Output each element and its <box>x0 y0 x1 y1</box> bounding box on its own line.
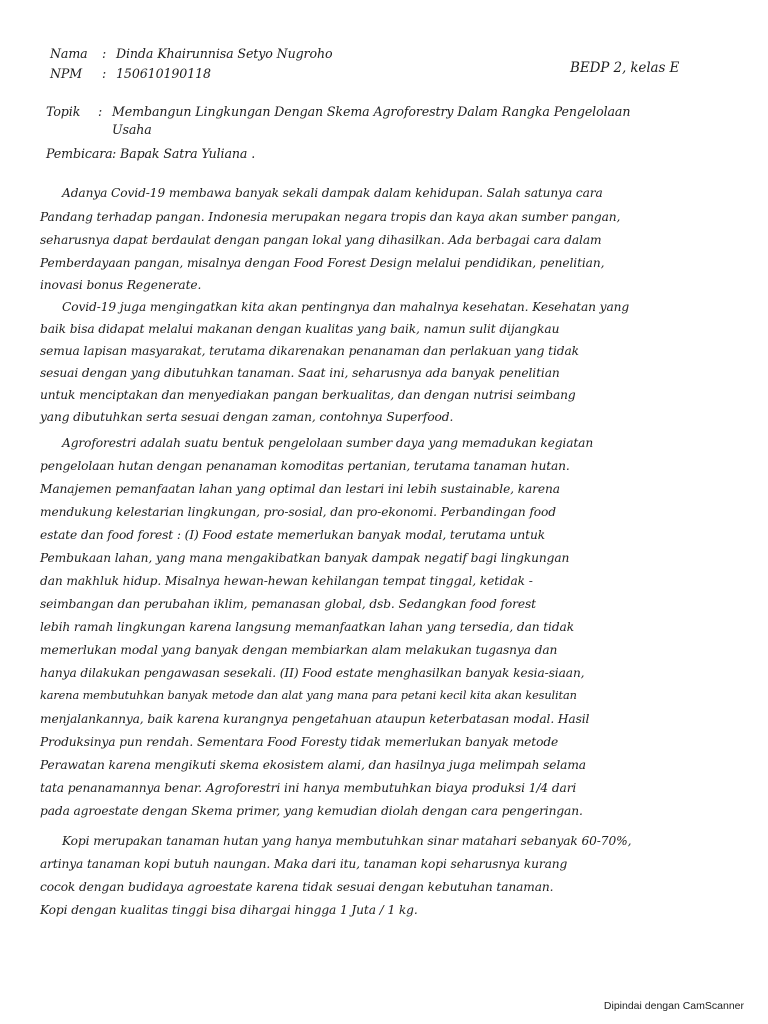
npm-row: NPM : 150610190118 <box>50 66 211 81</box>
text-line: pengelolaan hutan dengan penanaman komoditas pertanian, terutama tanaman hutan. <box>40 459 570 473</box>
topic-value-line-2: Usaha <box>112 122 152 137</box>
scanner-watermark-text: Dipindai dengan CamScanner <box>603 1000 744 1012</box>
text-line: Pembukaan lahan, yang mana mengakibatkan banyak dampak negatif bagi lingkungan <box>40 551 570 565</box>
text-line: Adanya Covid-19 membawa banyak sekali dampak dalam kehidupan. Salah satunya cara <box>62 186 603 200</box>
text-line: sesuai dengan yang dibutuhkan tanaman. Saat ini, seharusnya ada banyak penelitian <box>40 366 560 380</box>
text-line: seimbangan dan perubahan iklim, pemanasan global, dsb. Sedangkan food forest <box>40 597 536 611</box>
text-line: hanya dilakukan pengawasan sesekali. (II) Food estate menghasilkan banyak kesia-siaan, <box>40 666 585 680</box>
text-line: menjalankannya, baik karena kurangnya pengetahuan ataupun keterbatasan modal. Hasil <box>40 712 590 726</box>
topic-row: Topik : Membangun Lingkungan Dengan Skema Agroforestry Dalam Rangka Pengelolaan <box>46 104 631 119</box>
text-line: karena membutuhkan banyak metode dan alat yang mana para petani kecil kita akan kesulitan <box>40 689 577 702</box>
text-line: Pandang terhadap pangan. Indonesia merupakan negara tropis dan kaya akan sumber pangan, <box>40 210 621 224</box>
text-line: cocok dengan budidaya agroestate karena tidak sesuai dengan kebutuhan tanaman. <box>40 880 554 894</box>
speaker-row: Pembicara: Bapak Satra Yuliana . <box>46 146 256 161</box>
text-line: inovasi bonus Regenerate. <box>40 278 202 292</box>
text-line: dan makhluk hidup. Misalnya hewan-hewan kehilangan tempat tinggal, ketidak - <box>40 574 533 588</box>
scanner-footer <box>0 990 768 1024</box>
text-line: memerlukan modal yang banyak dengan membiarkan alam melakukan tugasnya dan <box>40 643 558 657</box>
text-line: mendukung kelestarian lingkungan, pro-sosial, dan pro-ekonomi. Perbandingan food <box>40 505 556 519</box>
text-line: Manajemen pemanfaatan lahan yang optimal dan lestari ini lebih sustainable, karena <box>40 482 560 496</box>
name-label: Nama <box>50 46 88 61</box>
npm-value: 150610190118 <box>116 66 211 81</box>
name-row: Nama : Dinda Khairunnisa Setyo Nugroho <box>50 46 333 61</box>
text-line: artinya tanaman kopi butuh naungan. Maka dari itu, tanaman kopi seharusnya kurang <box>40 857 568 871</box>
text-line: lebih ramah lingkungan karena langsung memanfaatkan lahan yang tersedia, dan tidak <box>40 620 575 634</box>
topic-value-line-1: Membangun Lingkungan Dengan Skema Agroforestry Dalam Rangka Pengelolaan <box>112 104 631 119</box>
text-line: Perawatan karena mengikuti skema ekosistem alami, dan hasilnya juga melimpah selama <box>40 758 586 772</box>
class-info: BEDP 2, kelas E <box>570 60 680 76</box>
text-line: pada agroestate dengan Skema primer, yang kemudian diolah dengan cara pengeringan. <box>40 804 583 818</box>
text-line: yang dibutuhkan serta sesuai dengan zaman, contohnya Superfood. <box>40 410 454 424</box>
text-line: tata penanamannya benar. Agroforestri ini hanya membutuhkan biaya produksi 1/4 dari <box>40 781 577 795</box>
topic-label: Topik <box>46 104 81 119</box>
name-value: Dinda Khairunnisa Setyo Nugroho <box>116 46 333 61</box>
text-line: untuk menciptakan dan menyediakan pangan berkualitas, dan dengan nutrisi seimbang <box>40 388 576 402</box>
text-line: semua lapisan masyarakat, terutama dikarenakan penanaman dan perlakuan yang tidak <box>40 344 579 358</box>
text-line: estate dan food forest : (I) Food estate memerlukan banyak modal, terutama untuk <box>40 528 546 542</box>
text-line: Kopi dengan kualitas tinggi bisa dihargai hingga 1 Juta / 1 kg. <box>40 903 418 917</box>
text-line: Pemberdayaan pangan, misalnya dengan Food Forest Design melalui pendidikan, penelitian, <box>40 256 605 270</box>
text-line: Kopi merupakan tanaman hutan yang hanya membutuhkan sinar matahari sebanyak 60-70%, <box>62 834 632 848</box>
speaker-value: Bapak Satra Yuliana . <box>120 146 256 161</box>
text-line: baik bisa didapat melalui makanan dengan kualitas yang baik, namun sulit dijangkau <box>40 322 560 336</box>
text-line: Produksinya pun rendah. Sementara Food Foresty tidak memerlukan banyak metode <box>40 735 559 749</box>
text-line: Covid-19 juga mengingatkan kita akan pentingnya dan mahalnya kesehatan. Kesehatan yang <box>62 300 630 314</box>
speaker-label: Pembicara <box>46 146 113 161</box>
text-line: seharusnya dapat berdaulat dengan pangan lokal yang dihasilkan. Ada berbagai cara dalam <box>40 233 602 247</box>
text-line: Agroforestri adalah suatu bentuk pengelolaan sumber daya yang memadukan kegiatan <box>62 436 594 450</box>
npm-label: NPM <box>50 66 83 81</box>
